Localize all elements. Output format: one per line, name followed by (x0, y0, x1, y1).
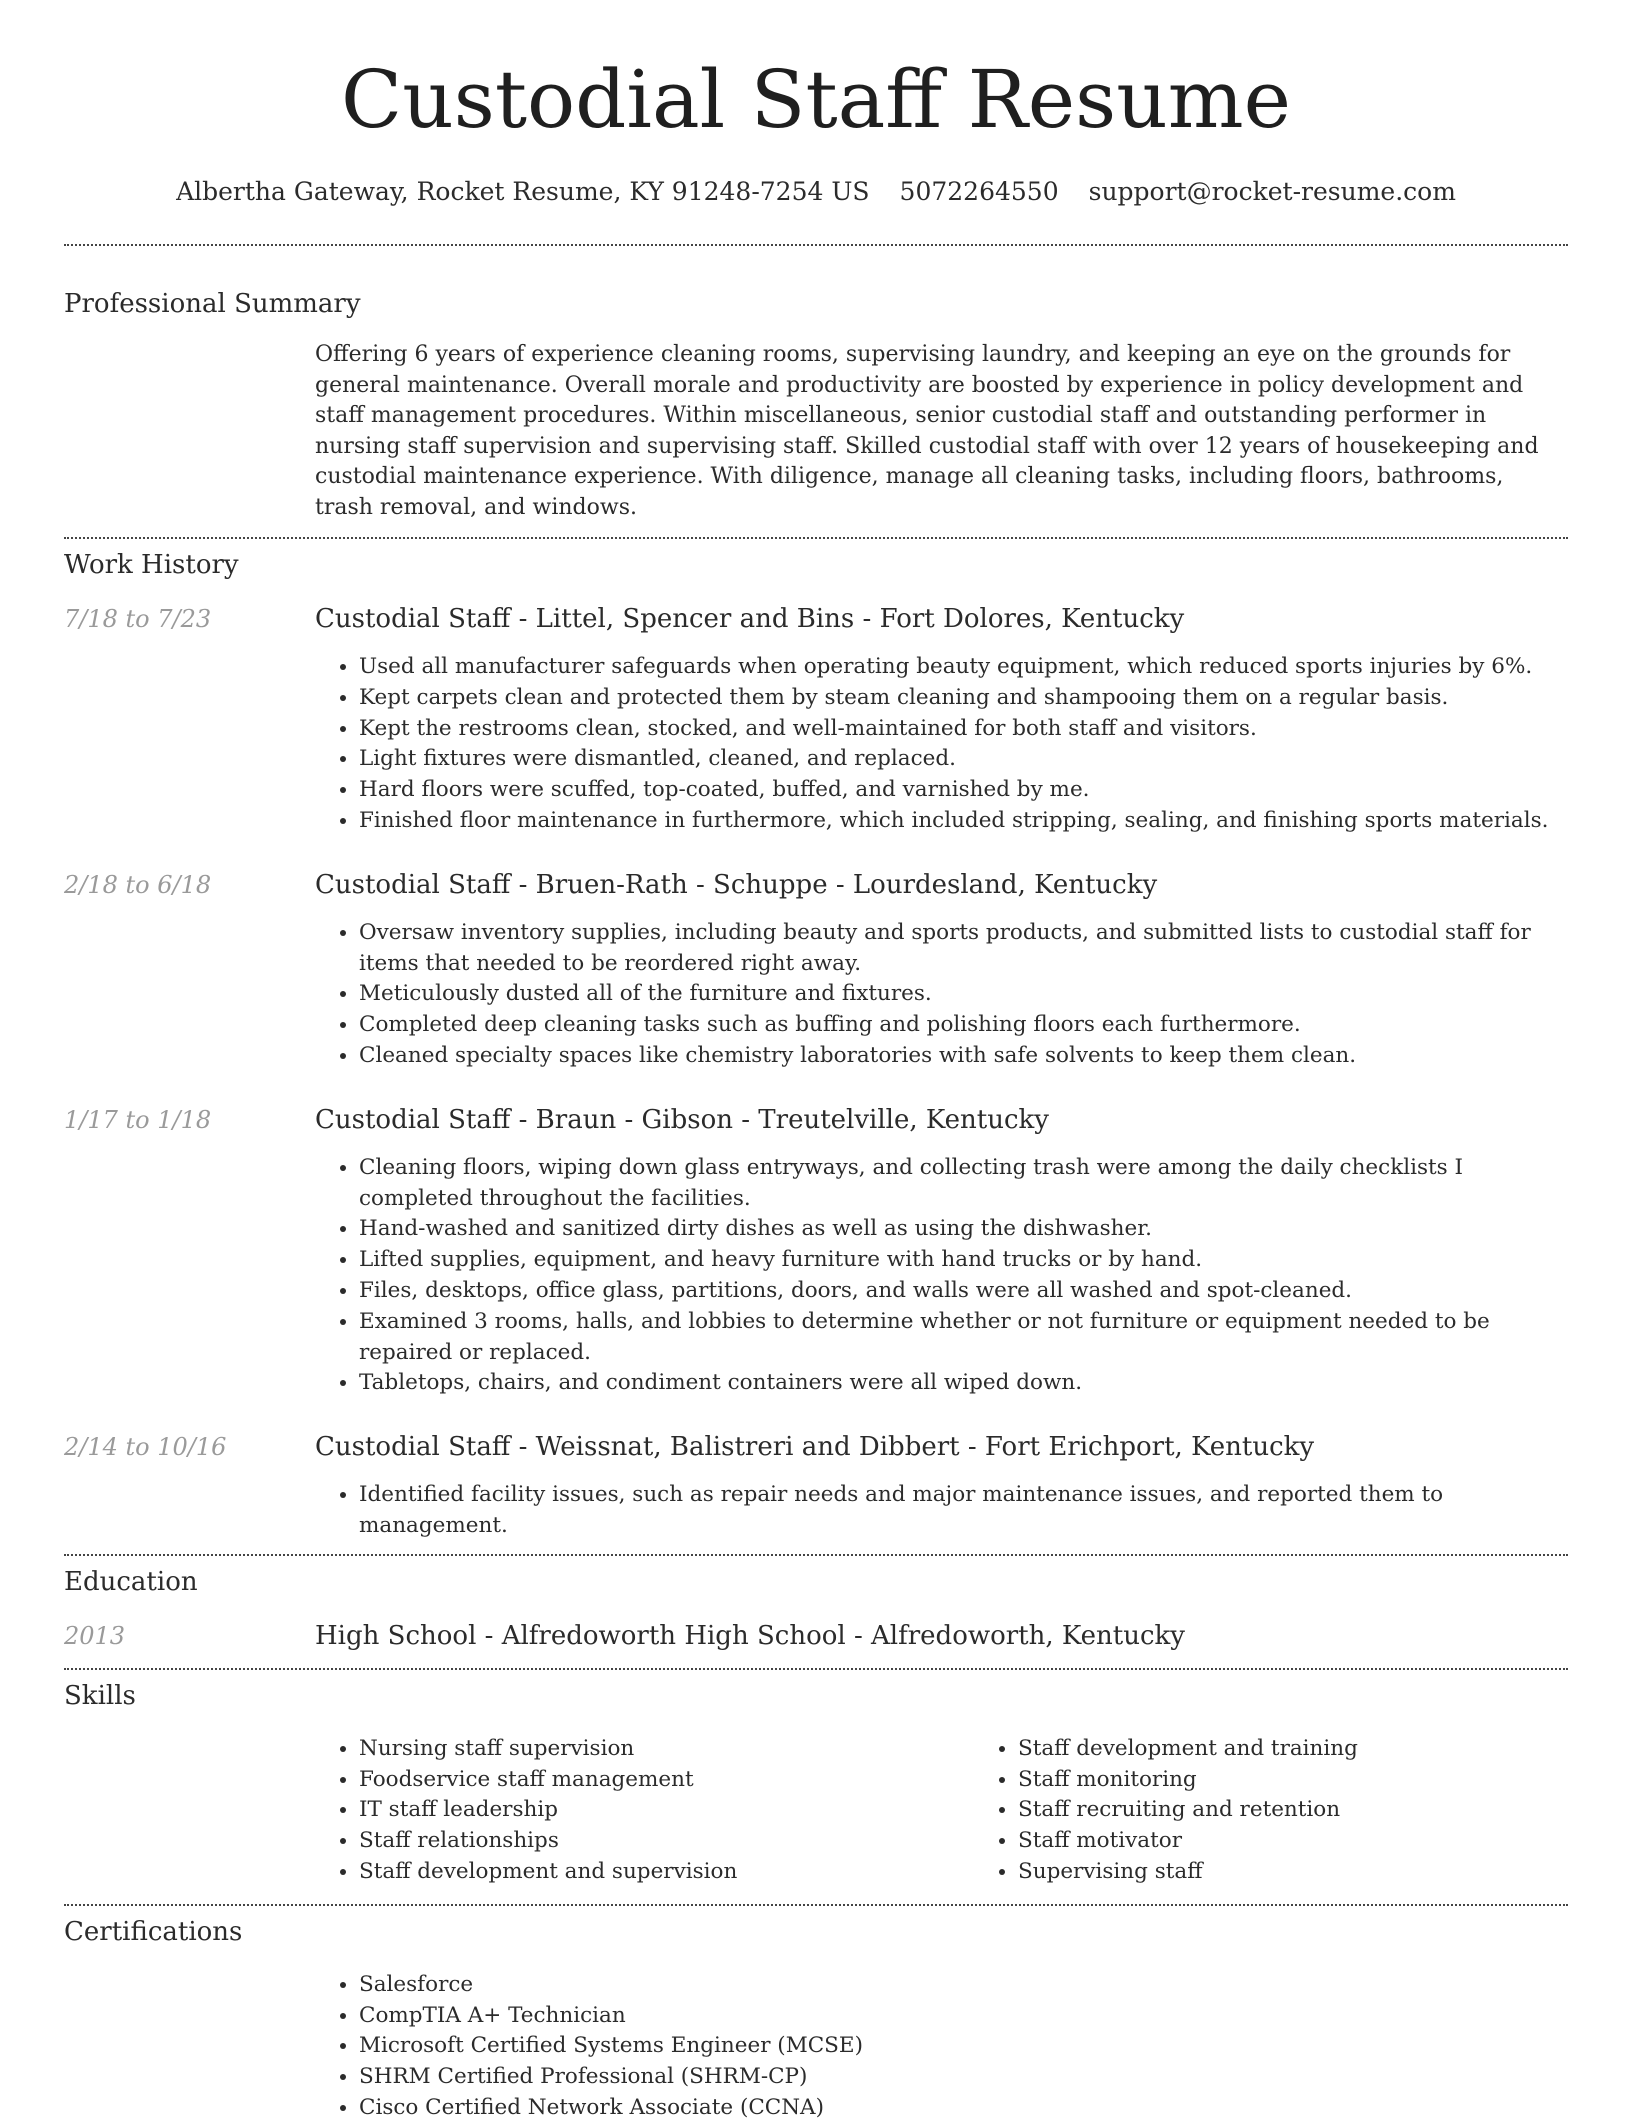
job-bullet: • Identified facility issues, such as repair needs and major maintenance issues, and reported them to management. (359, 1480, 1568, 1542)
certifications-row (64, 1970, 1568, 2124)
work-heading: Work History (64, 550, 239, 580)
job-title: Custodial Staff - Bruen-Rath - Schuppe - Lourdesland, Kentucky (315, 869, 1158, 900)
job-bullet: • Lifted supplies, equipment, and heavy furniture with hand trucks or by hand. (359, 1245, 1568, 1276)
job-bullet: • Hand-washed and sanitized dirty dishes as well as using the dishwasher. (359, 1214, 1568, 1245)
certifications-body (315, 1970, 1568, 2124)
job-entry (64, 1104, 1568, 1399)
job-bullet: • Used all manufacturer safeguards when operating beauty equipment, which reduced sports injuries by 6%. (359, 652, 1568, 683)
skills-list-left (315, 1734, 974, 1888)
certification-item: • Microsoft Certified Systems Engineer (MCSE) (359, 2031, 1568, 2062)
education-entry (64, 1620, 1568, 1652)
job-entry (64, 1431, 1568, 1542)
education-year: 2013 (64, 1621, 126, 1650)
skill-item: • Staff development and supervision (359, 1857, 974, 1888)
resume-title: Custodial Staff Resume (341, 53, 1291, 146)
job-bullets (315, 918, 1568, 1072)
skill-item: • Staff recruiting and retention (1018, 1795, 1632, 1826)
job-title: Custodial Staff - Weissnat, Balistreri and Dibbert - Fort Erichport, Kentucky (315, 1432, 1315, 1463)
job-body (315, 603, 1568, 837)
job-dates: 2/18 to 6/18 (64, 870, 212, 899)
job-bullet: • Oversaw inventory supplies, including beauty and sports products, and submitted lists to custodial staff for items that needed to be reordered right away. (359, 918, 1568, 980)
job-bullet: • Meticulously dusted all of the furniture and fixtures. (359, 979, 1568, 1010)
job-bullets (315, 1153, 1568, 1399)
job-entry (64, 869, 1568, 1072)
job-dates: 1/17 to 1/18 (64, 1105, 212, 1134)
divider (64, 1904, 1568, 1906)
job-body (315, 869, 1568, 1072)
job-dates: 7/18 to 7/23 (64, 605, 212, 633)
skill-item: • Nursing staff supervision (359, 1734, 974, 1765)
skill-item: • Supervising staff (1018, 1857, 1632, 1888)
skills-grid (315, 1734, 1632, 1888)
contact-email: support@rocket-resume.com (1088, 177, 1456, 206)
education-body (315, 1620, 1568, 1652)
contact-line (64, 176, 1568, 208)
contact-address: Albertha Gateway, Rocket Resume, KY 91248-7254 US (176, 177, 870, 206)
resume-page (64, 0, 1568, 2124)
job-bullet: • Kept the restrooms clean, stocked, and well-maintained for both staff and visitors. (359, 714, 1568, 745)
summary-heading: Professional Summary (64, 289, 361, 319)
skill-item: • IT staff leadership (359, 1795, 974, 1826)
job-bullet: • Completed deep cleaning tasks such as buffing and polishing floors each furthermore. (359, 1010, 1568, 1041)
skill-item: • Staff relationships (359, 1826, 974, 1857)
job-dates: 2/14 to 10/16 (64, 1433, 227, 1462)
certification-item: • Salesforce (359, 1970, 1568, 2001)
divider (64, 1668, 1568, 1670)
job-bullet: • Files, desktops, office glass, partitions, doors, and walls were all washed and spot-cleaned. (359, 1276, 1568, 1307)
certification-item: • SHRM Certified Professional (SHRM-CP) (359, 2062, 1568, 2093)
job-body (315, 1431, 1568, 1542)
certifications-heading: Certifications (64, 1916, 243, 1947)
job-title: Custodial Staff - Littel, Spencer and Bins - Fort Dolores, Kentucky (315, 604, 1185, 634)
job-entry (64, 603, 1568, 837)
certification-item: • Cisco Certified Network Associate (CCNA) (359, 2093, 1568, 2124)
job-bullet: • Examined 3 rooms, halls, and lobbies to determine whether or not furniture or equipment needed to be repaired or replaced. (359, 1307, 1568, 1369)
job-bullet: • Light fixtures were dismantled, cleaned, and replaced. (359, 744, 1568, 775)
job-bullet: • Cleaned specialty spaces like chemistry laboratories with safe solvents to keep them clean. (359, 1041, 1568, 1072)
skill-item: • Foodservice staff management (359, 1765, 974, 1796)
summary-row (64, 340, 1568, 523)
divider (64, 1554, 1568, 1556)
skills-list-right (974, 1734, 1632, 1888)
certification-item: • CompTIA A+ Technician (359, 2001, 1568, 2032)
education-heading: Education (64, 1566, 198, 1597)
job-bullet: • Hard floors were scuffed, top-coated, buffed, and varnished by me. (359, 775, 1568, 806)
summary-text: Offering 6 years of experience cleaning rooms, supervising laundry, and keeping an eye on the grounds for general maintenance. Overall morale and productivity are boosted by experience in policy development and staff management procedures. Within miscellaneous, senior custodial staff and outstanding performer in nursing staff supervision and supervising staff. Skilled custodial staff with over 12 years of housekeeping and custodial maintenance experience. With diligence, manage all cleaning tasks, including floors, bathrooms, trash removal, and windows. (315, 342, 1539, 520)
job-bullet: • Finished floor maintenance in furthermore, which included stripping, sealing, and finishing sports materials. (359, 806, 1568, 837)
job-body (315, 1104, 1568, 1399)
job-title: Custodial Staff - Braun - Gibson - Treutelville, Kentucky (315, 1104, 1049, 1135)
skills-row (64, 1734, 1568, 1888)
skill-item: • Staff monitoring (1018, 1765, 1632, 1796)
job-bullets (315, 1480, 1568, 1542)
divider (64, 244, 1568, 246)
skills-heading: Skills (64, 1680, 136, 1711)
job-bullets (315, 652, 1568, 837)
job-bullet: • Kept carpets clean and protected them by steam cleaning and shampooing them on a regular basis. (359, 683, 1568, 714)
skill-item: • Staff development and training (1018, 1734, 1632, 1765)
certifications-list (315, 1970, 1568, 2124)
contact-phone: 5072264550 (899, 177, 1059, 206)
skill-item: • Staff motivator (1018, 1826, 1632, 1857)
divider (64, 537, 1568, 539)
education-title: High School - Alfredoworth High School - Alfredoworth, Kentucky (315, 1620, 1185, 1651)
job-bullet: • Tabletops, chairs, and condiment containers were all wiped down. (359, 1368, 1568, 1399)
job-bullet: • Cleaning floors, wiping down glass entryways, and collecting trash were among the daily checklists I completed throughout the facilities. (359, 1153, 1568, 1215)
